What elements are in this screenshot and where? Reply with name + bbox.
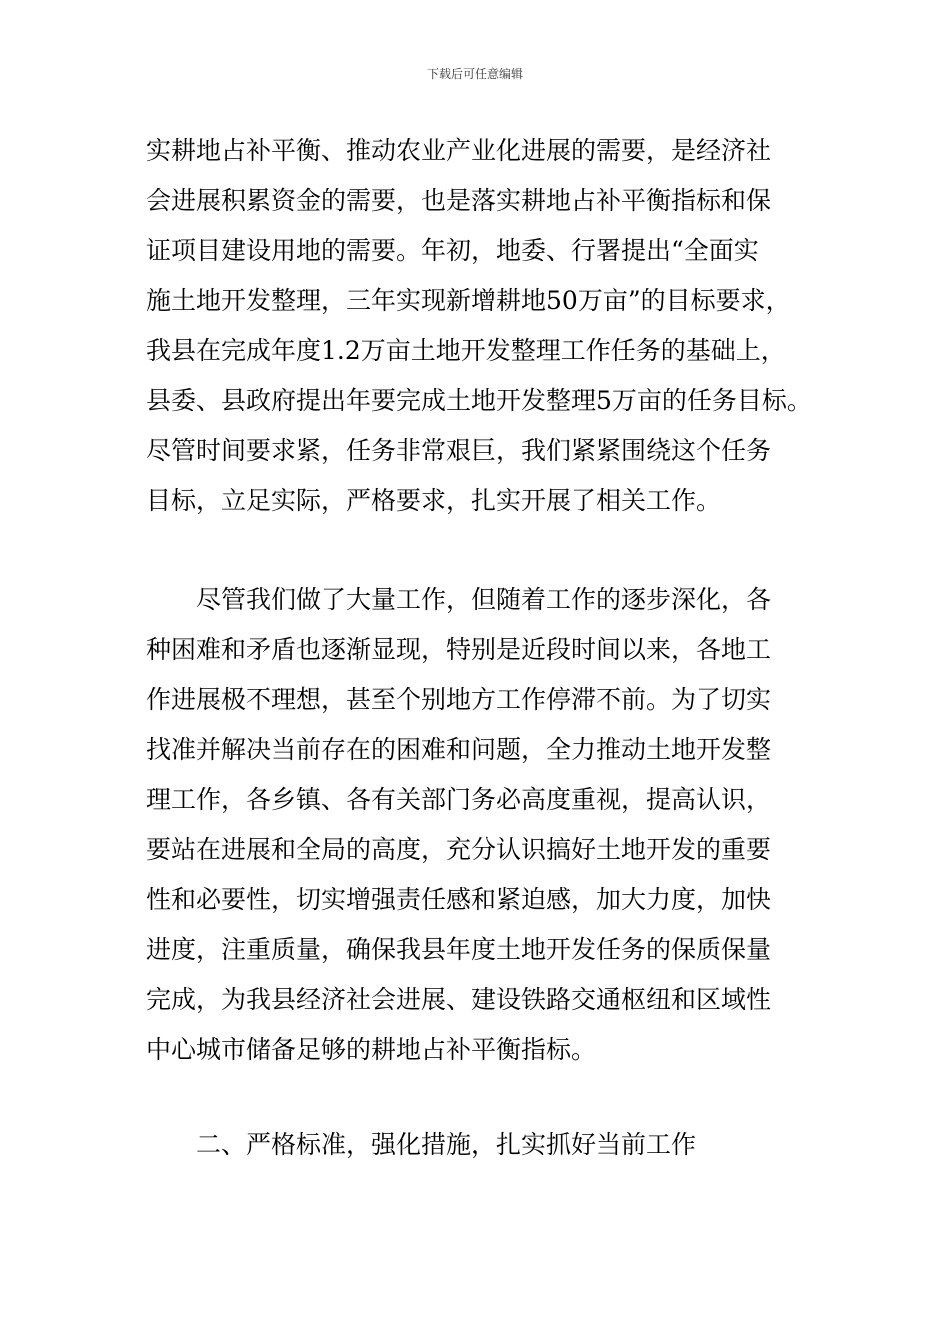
section-heading-text: 二、严格标准，强化措施，扎实抓好当前工作	[196, 1130, 697, 1159]
text-line: 施土地开发整理，三年实现新增耕地50万亩”的目标要求，	[146, 286, 791, 315]
text-line: 我县在完成年度1.2万亩土地开发整理工作任务的基础上，	[146, 336, 786, 365]
paragraph-2	[146, 575, 826, 1075]
text-line: 理工作，各乡镇、各有关部门务必高度重视，提高认识，	[146, 785, 772, 814]
section-heading	[146, 1120, 826, 1170]
text-line: 性和必要性，切实增强责任感和紧迫感，加大力度，加快	[146, 885, 772, 914]
paragraph-1	[146, 126, 826, 526]
text-line: 找准并解决当前存在的困难和问题，全力推动土地开发整	[146, 735, 772, 764]
text-line: 证项目建设用地的需要。年初，地委、行署提出“全面实	[146, 236, 759, 265]
text-line: 种困难和矛盾也逐渐显现，特别是近段时间以来，各地工	[146, 635, 772, 664]
text-line: 作进展极不理想，甚至个别地方工作停滞不前。为了切实	[146, 685, 772, 714]
text-line: 目标，立足实际，严格要求，扎实开展了相关工作。	[146, 486, 722, 515]
text-line: 会进展积累资金的需要，也是落实耕地占补平衡指标和保	[146, 186, 772, 215]
text-line: 要站在进展和全局的高度，充分认识搞好土地开发的重要	[146, 835, 772, 864]
text-line: 尽管我们做了大量工作，但随着工作的逐步深化，各	[196, 585, 772, 614]
text-line: 县委、县政府提出年要完成土地开发整理5万亩的任务目标。	[146, 386, 812, 415]
text-line: 尽管时间要求紧，任务非常艰巨，我们紧紧围绕这个任务	[146, 436, 772, 465]
text-line: 完成，为我县经济社会进展、建设铁路交通枢纽和区域性	[146, 985, 772, 1014]
text-line: 中心城市储备足够的耕地占补平衡指标。	[146, 1035, 597, 1064]
text-line: 进度，注重质量，确保我县年度土地开发任务的保质保量	[146, 935, 772, 964]
text-line: 实耕地占补平衡、推动农业产业化进展的需要，是经济社	[146, 136, 772, 165]
page-header-note: 下载后可任意编辑	[426, 67, 523, 81]
